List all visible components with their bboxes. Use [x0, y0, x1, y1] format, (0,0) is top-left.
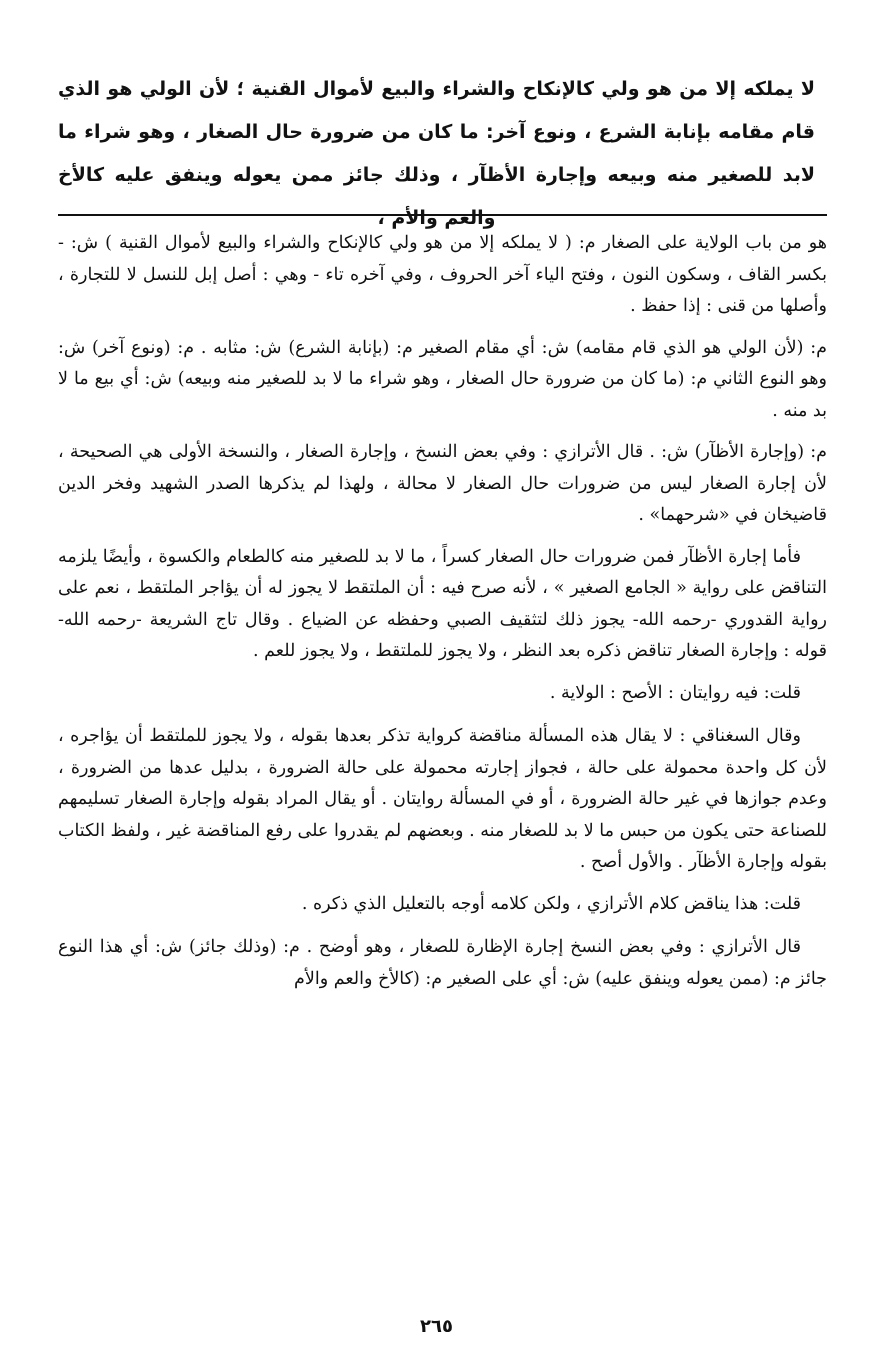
commentary-paragraph: قلت: هذا يناقض كلام الأترازي ، ولكن كلامه أوجه بالتعليل الذي ذكره . — [301, 893, 801, 914]
commentary-paragraph: م: (لأن الولي هو الذي قام مقامه) ش: أي مقام الصغير م: (بإنابة الشرع) ش: مثابه . م: (ونوع آخر) ش: وهو النوع الثاني م: (ما كان من ضرورة حال الصغار ، وهو شراء ما لا بد للصغير منه وبيعه) ش: أي بيع ما لا بد منه . — [58, 337, 827, 421]
commentary-block — [58, 228, 827, 1005]
commentary-paragraph: قلت: فيه روايتان : الأصح : الولاية . — [549, 682, 801, 703]
divider-rule — [58, 214, 827, 216]
commentary-paragraph: وقال السغناقي : لا يقال هذه المسألة مناقضة كرواية تذكر بعدها بقوله ، ولا يجوز للملتقط أن يؤاجره ، لأن كل واحدة محمولة على حالة ، فجواز إجارته محمولة على حالة الضرورة ، بدليل عدها من الضرورة ، وعدم جوازها في غير حالة الضرورة ، أو في المسألة روايتان . أو يقال المراد بقوله وإجارة الصغار تسليمهم للصناعة حتى يكون من حبس ما لا بد للصغار منه . وبعضهم لم يقدروا على رفع المناقضة غير ، ولفظ الكتاب بقوله وإجارة الأظآر . والأول أصح . — [58, 726, 827, 872]
commentary-paragraph: م: (وإجارة الأظآر) ش: . قال الأترازي : وفي بعض النسخ ، وإجارة الصغار ، والنسخة الأولى هي الصحيحة ، لأن إجارة الصغار ليس من ضرورات حال الصغار لا محالة ، ولهذا لم يذكرها الصدر الشهيد وفخر الدين قاضيخان في «شرحهما» . — [58, 442, 827, 525]
page-number: ٢٦٥ — [420, 1316, 453, 1337]
commentary-paragraph: هو من باب الولاية على الصغار م: ( لا يملكه إلا من هو ولي كالإنكاح والشراء والبيع لأموال القنية ) ش: - بكسر القاف ، وسكون النون ، وفتح الياء آخر الحروف ، وفي آخره تاء - وهي : أصل إبل للنسل لا للتجارة ، وأصلها من قنى : إذا حفظ . — [58, 233, 827, 316]
main-text-block: لا يملكه إلا من هو ولي كالإنكاح والشراء والبيع لأموال القنية ؛ لأن الولي هو الذي قام مقامه بإنابة الشرع ، ونوع آخر: ما كان من ضرورة حال الصغار ، وهو شراء ما لابد للصغير منه وبيعه وإجارة الأظآر ، وذلك جائز ممن يعوله وينفق عليه كالأخ والعم والأم ، — [58, 78, 815, 229]
commentary-paragraph: فأما إجارة الأظآر فمن ضرورات حال الصغار كسراً ، ما لا بد للصغير منه كالطعام والكسوة ، وأيضًا يلزمه التناقض على رواية « الجامع الصغير » ، لأنه صرح فيه : أن الملتقط لا يجوز له أن يؤاجر الملتقط ، نعم على رواية القدوري -رحمه الله- يجوز ذلك لتثقيف الصبي وحفظه عن الضياع . وقال تاج الشريعة -رحمه الله- قوله : وإجارة الصغار تناقض ذكره بعد النظر ، ولا يجوز للملتقط ، ولا يجوز للعم . — [58, 546, 827, 661]
commentary-paragraph: قال الأترازي : وفي بعض النسخ إجارة الإظارة للصغار ، وهو أوضح . م: (وذلك جائز) ش: أي هذا النوع جائز م: (ممن يعوله وينفق عليه) ش: أي على الصغير م: (كالأخ والعم والأم — [58, 937, 827, 989]
